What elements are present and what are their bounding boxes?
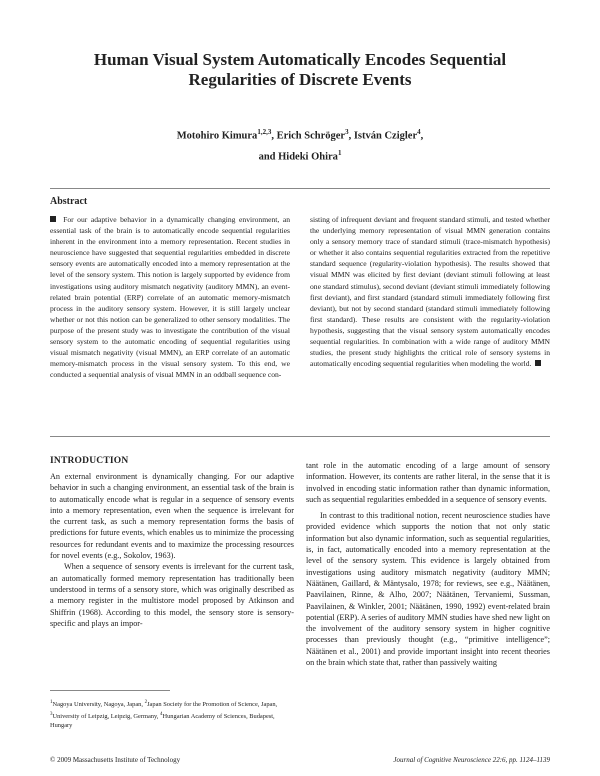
intro-paragraph: An external environment is dynamically changing. For our adaptive behavior in such a changing environment, an essential task of the brain is to automatically encode what is regular in a sequence of sensory events into a memory representation, even when the sequence is irrelevant for the current task, as such a memory representation forms the basis of predictions for future events, which enables us to minimize the processing resources for redundant events and to maximize the processing resources for novel events (e.g., Sokolov, 1963).: [50, 472, 294, 561]
intro-left-column: [50, 471, 294, 629]
abstract-text-left: For our adaptive behavior in a dynamically changing environment, an essential task of the brain is to automatically encode sequential regularities inherent in the environment into a memory representation. Recent studies in neuroscience have suggested that sequential regularities embedded in discrete sensory events are automatically encoded into a memory representation at the level of the sensory system. This notion is largely supported by evidence from investigations using auditory mismatch negativity (auditory MMN), an event-related brain potential (ERP) correlate of an automatic memory-mismatch process in the auditory sensory system. However, it is still largely unclear whether or not this notion can be generalized to other sensory modalities. The purpose of the present study was to investigate the contribution of the visual sensory system to the automatic encoding of sequential regularities using visual mismatch negativity (visual MMN), an ERP correlate of an automatic memory-mismatch process in the visual sensory system. To this end, we conducted a sequential analysis of visual MMN in an oddball sequence con-: [50, 215, 291, 380]
intro-right-column: [306, 460, 550, 668]
end-marker: [535, 360, 541, 366]
author-list: Motohiro Kimura$^{1,2,3}$, Erich Schröger$^3$, István Czigler$^4$, and Hideki Ohira$^1$: [176, 128, 424, 162]
footnote-affiliation: Hungarian Academy of Sciences, Budapest, Hungary: [50, 712, 275, 730]
intro-paragraph: When a sequence of sensory events is irrelevant for the current task, an automatically formed memory representation has traditionally been understood in terms of a sensory store, which was originally described as a memory register in the multistore model proposed by Atkinson and Shiffrin (1968). According to this model, the sensory store is sensory-specific and plays an impor-: [50, 562, 294, 628]
intro-paragraph: In contrast to this traditional notion, recent neuroscience studies have provided evidence which supports the notion that not only static information but also dynamic information, such as sequential regularities, is, in fact, automatically encoded into a memory representation at the level of the sensory system. This evidence is largely obtained from investigations using auditory mismatch negativity (auditory MMN; Näätänen, Gaillard, & Mäntysalo, 1978; for reviews, see e.g., Näätänen, Paavilainen, Rinne, & Alho, 2007; Näätänen, Tervaniemi, Sussman, Paavilainen, & Winkler, 2001; Näätänen, 1990, 1992) event-related brain potential (ERP). A series of auditory MMN studies have shed new light on the involvement of the auditory sensory system in higher cognitive processes than previously thought (e.g., “primitive intelligence”; Näätänen et al., 2001) and provide important insight into recent theories on the brain which state that, rather than passively waiting: [306, 511, 551, 668]
introduction-heading: INTRODUCTION: [50, 456, 129, 466]
abstract-right-column: [310, 214, 550, 369]
abstract-text-right: sisting of infrequent deviant and frequent standard stimuli, and tested whether the underlying memory representation of visual MMN generation contains only a sensory memory trace of standard stimuli (trace-mismatch hypothesis) or whether it also contains sequential regularities extracted from the repetitive standard sequence (regularity-violation hypothesis). The results showed that visual MMN was elicited by first deviant (deviant stimuli following at least one standard stimulus), second deviant (deviant stimuli immediately following first deviant), and first standard (standard stimuli immediately following first deviant), but not by second standard (standard stimuli immediately following first standard). These results are consistent with the regularity-violation hypothesis, suggesting that the visual sensory system automatically encodes sequential regularities. In combination with a wide range of auditory MMN studies, the present study highlights the critical role of sensory systems in automatically encoding sequential regularities when modeling the world.: [310, 215, 550, 369]
abstract-left-column: [50, 214, 290, 380]
abstract-bottom-rule: [50, 436, 550, 437]
section-marker: [50, 216, 56, 222]
footnote-affiliation: Nagoya University, Nagoya, Japan,: [52, 701, 143, 709]
title-line-1: Human Visual System Automatically Encodes Sequential: [93, 50, 507, 69]
author-affiliation: 4: [417, 128, 421, 136]
author-affiliation: 1: [337, 148, 342, 157]
abstract-top-rule: [50, 188, 550, 189]
paper-title: [40, 50, 560, 90]
affiliation-footnotes: $^1$Nagoya University, Nagoya, Japan, $^2$Japan Society for the Promotion of Science, Japan, $^3$University of Leipzig, Leipzig, Germany, $^4$Hungarian Academy of Sciences, Budapest, Hungary: [50, 700, 278, 730]
author-name: Erich Schröger: [276, 130, 346, 142]
author-name: Hideki Ohira: [278, 151, 338, 162]
author-affiliation: 1,2,3: [257, 128, 272, 136]
footnote-rule: [50, 690, 170, 691]
author-name: István Czigler: [353, 130, 418, 142]
title-line-2: Regularities of Discrete Events: [188, 70, 412, 89]
abstract-heading: Abstract: [50, 196, 88, 207]
footnote-affiliation: Japan Society for the Promotion of Science, Japan,: [147, 701, 278, 709]
author-name: Motohiro Kimura: [176, 130, 258, 142]
author-affiliation: 3: [345, 128, 349, 136]
intro-paragraph: tant role in the automatic encoding of a large amount of sensory information. However, its contents are rather literal, in the sense that it is involved in encoding static information rather than dynamic information, such as sequential regularities embedded in a sequence of sensory events.: [306, 461, 550, 504]
copyright-notice: © 2009 Massachusetts Institute of Technology: [50, 756, 181, 764]
journal-reference: Journal of Cognitive Neuroscience 22:6, pp. 1124–1139: [393, 756, 550, 764]
footnote-affiliation: University of Leipzig, Leipzig, Germany,: [52, 712, 159, 720]
